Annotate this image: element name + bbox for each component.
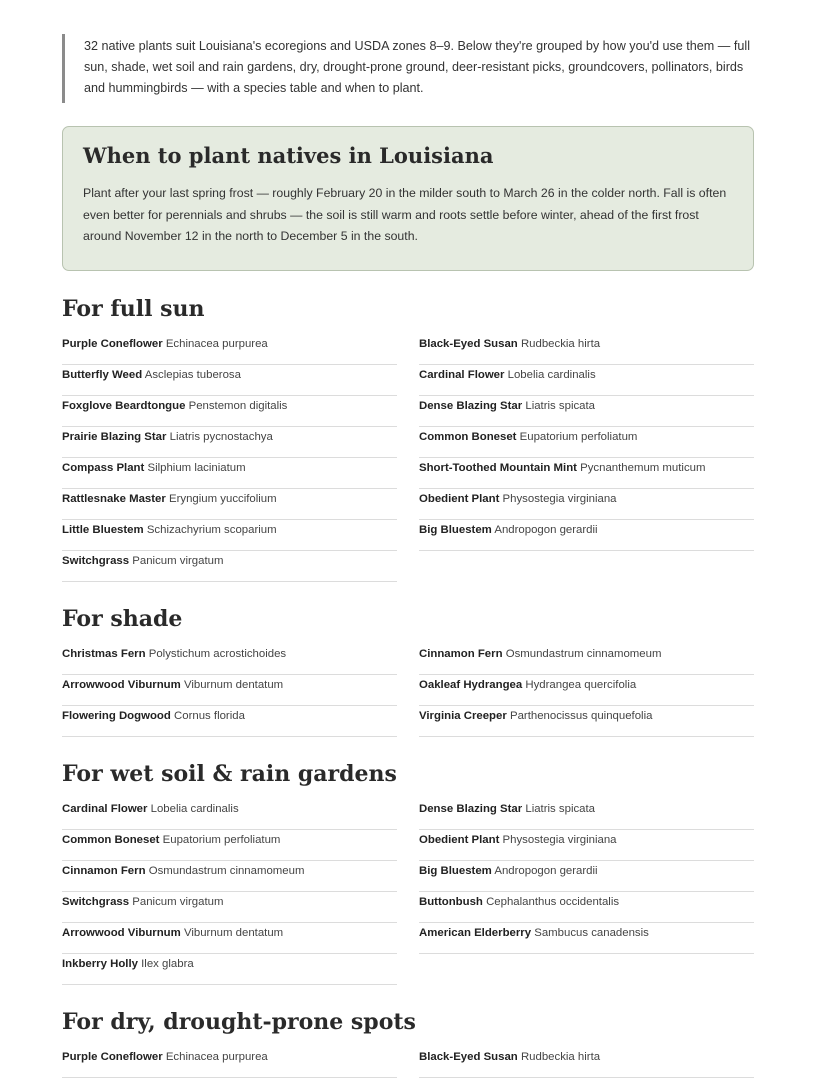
plant-common-name: Cardinal Flower bbox=[62, 802, 148, 815]
plant-scientific-name: Viburnum dentatum bbox=[183, 678, 284, 691]
plant-scientific-name: Penstemon digitalis bbox=[188, 399, 288, 412]
section-wet-soil bbox=[62, 759, 754, 985]
plant-item bbox=[62, 458, 397, 489]
section-full-sun bbox=[62, 294, 754, 582]
plant-scientific-name: Pycnanthemum muticum bbox=[580, 461, 706, 474]
article bbox=[62, 0, 754, 1078]
plant-item bbox=[62, 427, 397, 458]
plant-item bbox=[62, 644, 397, 675]
plant-item bbox=[419, 644, 754, 675]
plant-scientific-name: Physostegia virginiana bbox=[502, 492, 617, 505]
plant-common-name: Purple Coneflower bbox=[62, 337, 163, 350]
plant-scientific-name: Sambucus canadensis bbox=[534, 926, 649, 939]
plant-item bbox=[419, 1047, 754, 1078]
plant-scientific-name: Echinacea purpurea bbox=[165, 337, 268, 350]
plant-common-name: Common Boneset bbox=[62, 833, 160, 846]
plant-item bbox=[419, 861, 754, 892]
plant-common-name: Obedient Plant bbox=[419, 833, 500, 846]
plant-common-name: Little Bluestem bbox=[62, 523, 144, 536]
plant-scientific-name: Eryngium yuccifolium bbox=[169, 492, 277, 505]
plant-common-name: Switchgrass bbox=[62, 895, 130, 908]
plant-scientific-name: Eupatorium perfoliatum bbox=[162, 833, 281, 846]
plant-item bbox=[419, 799, 754, 830]
plant-scientific-name: Osmundastrum cinnamomeum bbox=[505, 647, 662, 660]
plant-common-name: Cardinal Flower bbox=[419, 368, 505, 381]
plant-scientific-name: Eupatorium perfoliatum bbox=[519, 430, 638, 443]
plant-scientific-name: Panicum virgatum bbox=[132, 554, 224, 567]
plant-scientific-name: Liatris spicata bbox=[525, 802, 595, 815]
plant-scientific-name: Lobelia cardinalis bbox=[507, 368, 596, 381]
plant-common-name: Purple Coneflower bbox=[62, 1050, 163, 1063]
plant-item bbox=[419, 396, 754, 427]
plant-common-name: Virginia Creeper bbox=[419, 709, 507, 722]
plant-common-name: Cinnamon Fern bbox=[62, 864, 146, 877]
section-shade bbox=[62, 604, 754, 737]
plant-item bbox=[62, 396, 397, 427]
plant-scientific-name: Ilex glabra bbox=[141, 957, 194, 970]
plant-common-name: Buttonbush bbox=[419, 895, 483, 908]
plant-item bbox=[419, 675, 754, 706]
plant-common-name: Big Bluestem bbox=[419, 523, 492, 536]
plant-scientific-name: Andropogon gerardii bbox=[494, 864, 598, 877]
plant-item bbox=[62, 799, 397, 830]
plant-item bbox=[62, 923, 397, 954]
callout-text: Plant after your last spring frost — roughly February 20 in the milder south to March 26 in the colder north. Fall is often even better for perennials and shrubs — the soil is still warm and roots settle before winter, ahead of the first frost around November 12 in the north to December 5 in the south. bbox=[83, 186, 727, 244]
plant-scientific-name: Osmundastrum cinnamomeum bbox=[148, 864, 305, 877]
plant-scientific-name: Asclepias tuberosa bbox=[144, 368, 241, 381]
plant-scientific-name: Lobelia cardinalis bbox=[150, 802, 239, 815]
plant-common-name: Arrowwood Viburnum bbox=[62, 678, 181, 691]
plant-scientific-name: Schizachyrium scoparium bbox=[146, 523, 277, 536]
plant-item bbox=[419, 892, 754, 923]
plant-common-name: Compass Plant bbox=[62, 461, 145, 474]
plant-item bbox=[62, 830, 397, 861]
plant-scientific-name: Rudbeckia hirta bbox=[520, 337, 601, 350]
plant-item bbox=[62, 489, 397, 520]
plant-common-name: Short-Toothed Mountain Mint bbox=[419, 461, 577, 474]
section-title: For wet soil & rain gardens bbox=[62, 760, 397, 787]
plant-item bbox=[419, 334, 754, 365]
plant-item bbox=[419, 489, 754, 520]
plant-item bbox=[419, 706, 754, 737]
plant-item bbox=[62, 365, 397, 396]
plant-common-name: Rattlesnake Master bbox=[62, 492, 166, 505]
plant-common-name: Oakleaf Hydrangea bbox=[419, 678, 523, 691]
plant-scientific-name: Andropogon gerardii bbox=[494, 523, 598, 536]
plant-item bbox=[419, 365, 754, 396]
plant-common-name: Dense Blazing Star bbox=[419, 399, 523, 412]
plant-item bbox=[62, 334, 397, 365]
plant-common-name: Common Boneset bbox=[419, 430, 517, 443]
plant-common-name: Butterfly Weed bbox=[62, 368, 143, 381]
plant-scientific-name: Viburnum dentatum bbox=[183, 926, 284, 939]
plant-common-name: Obedient Plant bbox=[419, 492, 500, 505]
plant-grid bbox=[62, 334, 754, 582]
plant-scientific-name: Hydrangea quercifolia bbox=[525, 678, 637, 691]
plant-common-name: Black-Eyed Susan bbox=[419, 337, 518, 350]
plant-item bbox=[62, 706, 397, 737]
plant-common-name: Christmas Fern bbox=[62, 647, 146, 660]
plant-scientific-name: Liatris spicata bbox=[525, 399, 595, 412]
planting-time-callout bbox=[62, 126, 754, 271]
plant-scientific-name: Polystichum acrostichoides bbox=[148, 647, 287, 660]
plant-common-name: Flowering Dogwood bbox=[62, 709, 171, 722]
plant-scientific-name: Panicum virgatum bbox=[132, 895, 224, 908]
plant-item bbox=[62, 551, 397, 582]
plant-scientific-name: Rudbeckia hirta bbox=[520, 1050, 601, 1063]
plant-common-name: Arrowwood Viburnum bbox=[62, 926, 181, 939]
plant-item bbox=[419, 427, 754, 458]
plant-scientific-name: Cornus florida bbox=[174, 709, 245, 722]
plant-item bbox=[62, 675, 397, 706]
plant-item bbox=[62, 520, 397, 551]
plant-scientific-name: Cephalanthus occidentalis bbox=[486, 895, 620, 908]
section-title: For shade bbox=[62, 605, 183, 632]
plant-common-name: Dense Blazing Star bbox=[419, 802, 523, 815]
section-dry bbox=[62, 1007, 754, 1078]
plant-common-name: Cinnamon Fern bbox=[419, 647, 503, 660]
plant-common-name: Prairie Blazing Star bbox=[62, 430, 167, 443]
plant-scientific-name: Silphium laciniatum bbox=[147, 461, 246, 474]
plant-item bbox=[62, 1047, 397, 1078]
plant-item bbox=[419, 458, 754, 489]
plant-scientific-name: Echinacea purpurea bbox=[165, 1050, 268, 1063]
intro-blockquote: 32 native plants suit Louisiana's ecoregions and USDA zones 8–9. Below they're grouped by how you'd use them — full sun, shade, wet soil and rain gardens, dry, drought-prone ground, deer-resistant picks, groundcovers, pollinators, birds and hummingbirds — with a species table and when to plant. bbox=[62, 34, 754, 103]
section-title: For full sun bbox=[62, 295, 205, 322]
section-title: For dry, drought-prone spots bbox=[62, 1008, 416, 1035]
plant-common-name: American Elderberry bbox=[419, 926, 532, 939]
plant-common-name: Big Bluestem bbox=[419, 864, 492, 877]
plant-common-name: Switchgrass bbox=[62, 554, 130, 567]
plant-item bbox=[419, 923, 754, 954]
callout-title: When to plant natives in Louisiana bbox=[83, 143, 494, 168]
plant-scientific-name: Liatris pycnostachya bbox=[169, 430, 273, 443]
plant-grid bbox=[62, 799, 754, 985]
plant-item bbox=[62, 861, 397, 892]
plant-scientific-name: Physostegia virginiana bbox=[502, 833, 617, 846]
plant-item bbox=[419, 830, 754, 861]
plant-common-name: Foxglove Beardtongue bbox=[62, 399, 186, 412]
plant-common-name: Inkberry Holly bbox=[62, 957, 138, 970]
plant-grid bbox=[62, 1047, 754, 1078]
plant-grid bbox=[62, 644, 754, 737]
plant-scientific-name: Parthenocissus quinquefolia bbox=[509, 709, 653, 722]
plant-common-name: Black-Eyed Susan bbox=[419, 1050, 518, 1063]
plant-item bbox=[62, 954, 397, 985]
plant-item bbox=[419, 520, 754, 551]
plant-item bbox=[62, 892, 397, 923]
